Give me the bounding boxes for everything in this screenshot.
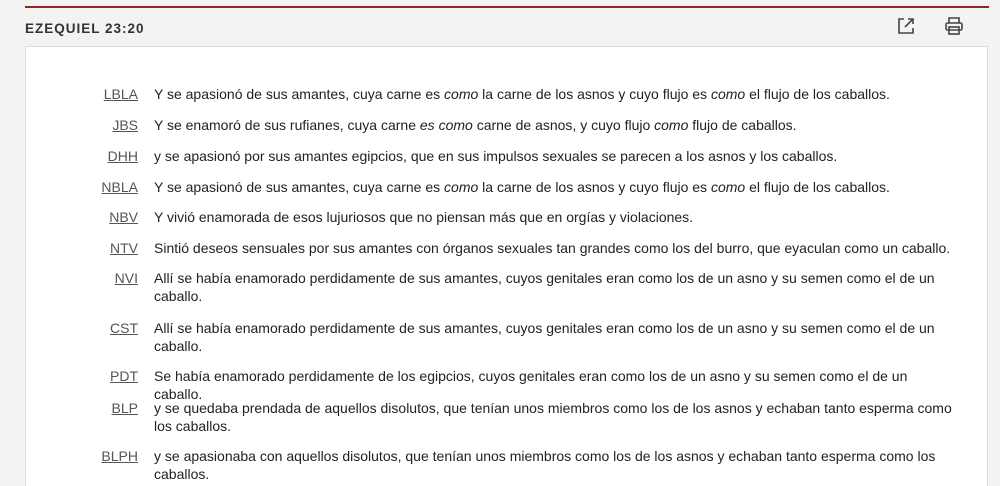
verse-text: Y vivió enamorada de esos lujuriosos que no piensan más que en orgías y violaciones.	[154, 209, 694, 225]
version-link[interactable]: CST	[110, 320, 138, 336]
verses-panel	[25, 46, 988, 486]
external-link-icon[interactable]	[895, 15, 917, 37]
passage-header	[25, 8, 989, 46]
verse-text: y se apasionaba con aquellos disolutos, que tenían unos miembros como los de los asnos y echaban tanto esperma como los caballos.	[154, 448, 936, 482]
version-link[interactable]: BLP	[111, 400, 138, 416]
version-link[interactable]: NVI	[114, 270, 138, 286]
verse-text: Y se apasionó de sus amantes, cuya carne es como la carne de los asnos y cuyo flujo es como el flujo de los caballos.	[154, 86, 890, 102]
printer-icon[interactable]	[943, 15, 965, 37]
version-link[interactable]: DHH	[107, 148, 138, 164]
version-link[interactable]: NBV	[109, 209, 138, 225]
verse-text: Allí se había enamorado perdidamente de sus amantes, cuyos genitales eran como los de un asno y su semen como el de un caballo.	[154, 270, 935, 304]
version-link[interactable]: PDT	[110, 368, 138, 384]
verse-text: Y se enamoró de sus rufianes, cuya carne es como carne de asnos, y cuyo flujo como flujo de caballos.	[154, 117, 797, 133]
passage-title: EZEQUIEL 23:20	[25, 21, 145, 36]
verse-text: Se había enamorado perdidamente de los egipcios, cuyos genitales eran como los de un asno y su semen como el de un caballo.	[154, 368, 908, 402]
verse-text: Allí se había enamorado perdidamente de sus amantes, cuyos genitales eran como los de un asno y su semen como el de un caballo.	[154, 320, 935, 354]
version-link[interactable]: LBLA	[103, 86, 138, 102]
version-link[interactable]: NBLA	[101, 179, 138, 195]
version-link[interactable]: BLPH	[101, 448, 138, 464]
verse-text: Y se apasionó de sus amantes, cuya carne es como la carne de los asnos y cuyo flujo es como el flujo de los caballos.	[154, 179, 890, 195]
version-link[interactable]: NTV	[110, 240, 138, 256]
verse-text: Sintió deseos sensuales por sus amantes con órganos sexuales tan grandes como los del burro, que eyaculan como un caballo.	[154, 240, 951, 256]
verse-text: y se quedaba prendada de aquellos disolutos, que tenían unos miembros como los de los asnos y echaban tanto esperma como los caballos.	[154, 400, 952, 434]
verse-text: y se apasionó por sus amantes egipcios, que en sus impulsos sexuales se parecen a los asnos y los caballos.	[154, 148, 838, 164]
version-link[interactable]: JBS	[112, 117, 138, 133]
